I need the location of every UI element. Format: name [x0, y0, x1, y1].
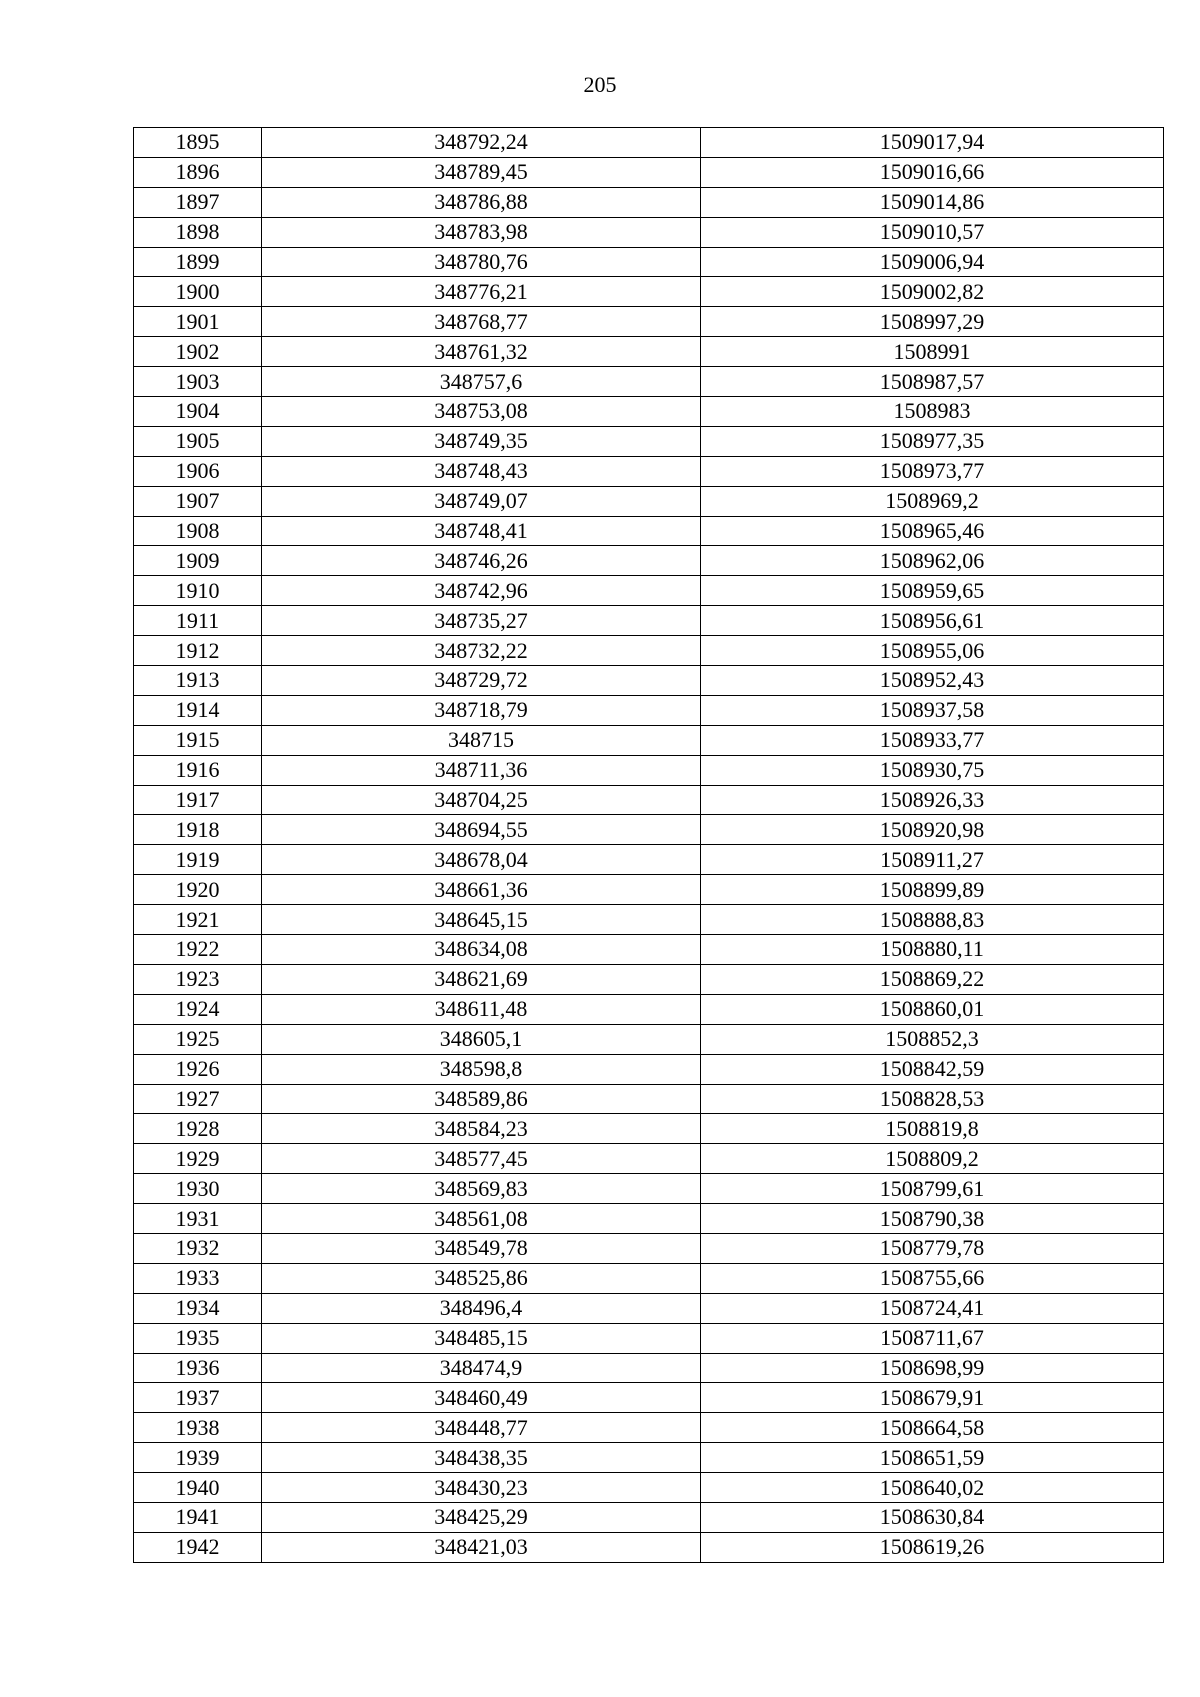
point-number-cell: 1941: [134, 1502, 262, 1532]
table-row: [134, 307, 1164, 337]
point-number-cell: 1903: [134, 367, 262, 397]
table-row: [134, 187, 1164, 217]
y-coordinate-cell: 1509010,57: [701, 217, 1164, 247]
y-coordinate-cell: 1508987,57: [701, 367, 1164, 397]
y-coordinate-cell: 1508977,35: [701, 426, 1164, 456]
x-coordinate-cell: 348715: [262, 725, 701, 755]
y-coordinate-cell: 1508630,84: [701, 1502, 1164, 1532]
x-coordinate-cell: 348768,77: [262, 307, 701, 337]
table-row: [134, 1502, 1164, 1532]
y-coordinate-cell: 1509014,86: [701, 187, 1164, 217]
point-number-cell: 1936: [134, 1353, 262, 1383]
point-number-cell: 1925: [134, 1024, 262, 1054]
y-coordinate-cell: 1508952,43: [701, 666, 1164, 696]
x-coordinate-cell: 348549,78: [262, 1233, 701, 1263]
y-coordinate-cell: 1508956,61: [701, 606, 1164, 636]
x-coordinate-cell: 348438,35: [262, 1443, 701, 1473]
table-row: [134, 1383, 1164, 1413]
y-coordinate-cell: 1508619,26: [701, 1532, 1164, 1562]
x-coordinate-cell: 348749,07: [262, 486, 701, 516]
y-coordinate-cell: 1508937,58: [701, 695, 1164, 725]
point-number-cell: 1895: [134, 128, 262, 158]
table-row: [134, 636, 1164, 666]
y-coordinate-cell: 1508888,83: [701, 905, 1164, 935]
table-row: [134, 1323, 1164, 1353]
point-number-cell: 1923: [134, 964, 262, 994]
y-coordinate-cell: 1508920,98: [701, 815, 1164, 845]
y-coordinate-cell: 1508724,41: [701, 1293, 1164, 1323]
point-number-cell: 1918: [134, 815, 262, 845]
y-coordinate-cell: 1508679,91: [701, 1383, 1164, 1413]
y-coordinate-cell: 1508790,38: [701, 1204, 1164, 1234]
y-coordinate-cell: 1508869,22: [701, 964, 1164, 994]
point-number-cell: 1905: [134, 426, 262, 456]
y-coordinate-cell: 1508997,29: [701, 307, 1164, 337]
point-number-cell: 1928: [134, 1114, 262, 1144]
x-coordinate-cell: 348584,23: [262, 1114, 701, 1144]
y-coordinate-cell: 1508819,8: [701, 1114, 1164, 1144]
point-number-cell: 1927: [134, 1084, 262, 1114]
x-coordinate-cell: 348448,77: [262, 1413, 701, 1443]
x-coordinate-cell: 348474,9: [262, 1353, 701, 1383]
y-coordinate-cell: 1508926,33: [701, 785, 1164, 815]
x-coordinate-cell: 348634,08: [262, 935, 701, 965]
y-coordinate-cell: 1508852,3: [701, 1024, 1164, 1054]
x-coordinate-cell: 348611,48: [262, 994, 701, 1024]
table-row: [134, 247, 1164, 277]
x-coordinate-cell: 348678,04: [262, 845, 701, 875]
x-coordinate-cell: 348729,72: [262, 666, 701, 696]
x-coordinate-cell: 348783,98: [262, 217, 701, 247]
x-coordinate-cell: 348735,27: [262, 606, 701, 636]
point-number-cell: 1909: [134, 546, 262, 576]
x-coordinate-cell: 348753,08: [262, 397, 701, 427]
y-coordinate-cell: 1509002,82: [701, 277, 1164, 307]
y-coordinate-cell: 1508664,58: [701, 1413, 1164, 1443]
table-row: [134, 217, 1164, 247]
point-number-cell: 1926: [134, 1054, 262, 1084]
table-row: [134, 397, 1164, 427]
table-row: [134, 367, 1164, 397]
point-number-cell: 1920: [134, 875, 262, 905]
table-row: [134, 426, 1164, 456]
table-row: [134, 337, 1164, 367]
point-number-cell: 1921: [134, 905, 262, 935]
table-row: [134, 1054, 1164, 1084]
table-row: [134, 935, 1164, 965]
table-row: [134, 1024, 1164, 1054]
x-coordinate-cell: 348577,45: [262, 1144, 701, 1174]
x-coordinate-cell: 348780,76: [262, 247, 701, 277]
table-row: [134, 666, 1164, 696]
point-number-cell: 1940: [134, 1473, 262, 1503]
x-coordinate-cell: 348732,22: [262, 636, 701, 666]
table-row: [134, 725, 1164, 755]
x-coordinate-cell: 348496,4: [262, 1293, 701, 1323]
point-number-cell: 1922: [134, 935, 262, 965]
x-coordinate-cell: 348704,25: [262, 785, 701, 815]
point-number-cell: 1934: [134, 1293, 262, 1323]
point-number-cell: 1915: [134, 725, 262, 755]
x-coordinate-cell: 348605,1: [262, 1024, 701, 1054]
point-number-cell: 1897: [134, 187, 262, 217]
x-coordinate-cell: 348694,55: [262, 815, 701, 845]
x-coordinate-cell: 348460,49: [262, 1383, 701, 1413]
y-coordinate-cell: 1508880,11: [701, 935, 1164, 965]
table-row: [134, 1084, 1164, 1114]
x-coordinate-cell: 348748,43: [262, 456, 701, 486]
point-number-cell: 1917: [134, 785, 262, 815]
y-coordinate-cell: 1508698,99: [701, 1353, 1164, 1383]
point-number-cell: 1932: [134, 1233, 262, 1263]
point-number-cell: 1931: [134, 1204, 262, 1234]
y-coordinate-cell: 1509017,94: [701, 128, 1164, 158]
table-row: [134, 1353, 1164, 1383]
point-number-cell: 1942: [134, 1532, 262, 1562]
table-row: [134, 1114, 1164, 1144]
table-row: [134, 875, 1164, 905]
table-row: [134, 1413, 1164, 1443]
table-row: [134, 845, 1164, 875]
table-row: [134, 815, 1164, 845]
table-row: [134, 905, 1164, 935]
table-row: [134, 576, 1164, 606]
table-row: [134, 1144, 1164, 1174]
table-row: [134, 1174, 1164, 1204]
y-coordinate-cell: 1508911,27: [701, 845, 1164, 875]
table-row: [134, 1473, 1164, 1503]
point-number-cell: 1901: [134, 307, 262, 337]
point-number-cell: 1906: [134, 456, 262, 486]
coordinates-table: [133, 127, 1164, 1563]
y-coordinate-cell: 1508809,2: [701, 1144, 1164, 1174]
point-number-cell: 1930: [134, 1174, 262, 1204]
table-row: [134, 1204, 1164, 1234]
y-coordinate-cell: 1508711,67: [701, 1323, 1164, 1353]
x-coordinate-cell: 348792,24: [262, 128, 701, 158]
table-row: [134, 546, 1164, 576]
table-row: [134, 1263, 1164, 1293]
point-number-cell: 1935: [134, 1323, 262, 1353]
point-number-cell: 1916: [134, 755, 262, 785]
table-row: [134, 964, 1164, 994]
table-row: [134, 785, 1164, 815]
y-coordinate-cell: 1508651,59: [701, 1443, 1164, 1473]
y-coordinate-cell: 1508991: [701, 337, 1164, 367]
point-number-cell: 1908: [134, 516, 262, 546]
y-coordinate-cell: 1508955,06: [701, 636, 1164, 666]
y-coordinate-cell: 1508983: [701, 397, 1164, 427]
y-coordinate-cell: 1508969,2: [701, 486, 1164, 516]
y-coordinate-cell: 1508965,46: [701, 516, 1164, 546]
y-coordinate-cell: 1508973,77: [701, 456, 1164, 486]
x-coordinate-cell: 348661,36: [262, 875, 701, 905]
point-number-cell: 1910: [134, 576, 262, 606]
point-number-cell: 1933: [134, 1263, 262, 1293]
y-coordinate-cell: 1508930,75: [701, 755, 1164, 785]
point-number-cell: 1900: [134, 277, 262, 307]
point-number-cell: 1919: [134, 845, 262, 875]
y-coordinate-cell: 1508799,61: [701, 1174, 1164, 1204]
y-coordinate-cell: 1508860,01: [701, 994, 1164, 1024]
y-coordinate-cell: 1509006,94: [701, 247, 1164, 277]
point-number-cell: 1911: [134, 606, 262, 636]
table-row: [134, 128, 1164, 158]
x-coordinate-cell: 348718,79: [262, 695, 701, 725]
x-coordinate-cell: 348430,23: [262, 1473, 701, 1503]
y-coordinate-cell: 1508899,89: [701, 875, 1164, 905]
table-row: [134, 1293, 1164, 1323]
table-row: [134, 994, 1164, 1024]
x-coordinate-cell: 348485,15: [262, 1323, 701, 1353]
point-number-cell: 1912: [134, 636, 262, 666]
coordinates-table-body: [134, 128, 1164, 1563]
table-row: [134, 1233, 1164, 1263]
x-coordinate-cell: 348748,41: [262, 516, 701, 546]
point-number-cell: 1937: [134, 1383, 262, 1413]
x-coordinate-cell: 348757,6: [262, 367, 701, 397]
y-coordinate-cell: 1508755,66: [701, 1263, 1164, 1293]
x-coordinate-cell: 348776,21: [262, 277, 701, 307]
point-number-cell: 1902: [134, 337, 262, 367]
point-number-cell: 1907: [134, 486, 262, 516]
x-coordinate-cell: 348561,08: [262, 1204, 701, 1234]
x-coordinate-cell: 348569,83: [262, 1174, 701, 1204]
y-coordinate-cell: 1509016,66: [701, 157, 1164, 187]
point-number-cell: 1914: [134, 695, 262, 725]
y-coordinate-cell: 1508962,06: [701, 546, 1164, 576]
x-coordinate-cell: 348786,88: [262, 187, 701, 217]
x-coordinate-cell: 348421,03: [262, 1532, 701, 1562]
point-number-cell: 1898: [134, 217, 262, 247]
x-coordinate-cell: 348621,69: [262, 964, 701, 994]
x-coordinate-cell: 348749,35: [262, 426, 701, 456]
page-number: 205: [583, 72, 617, 97]
y-coordinate-cell: 1508779,78: [701, 1233, 1164, 1263]
table-row: [134, 456, 1164, 486]
point-number-cell: 1938: [134, 1413, 262, 1443]
x-coordinate-cell: 348711,36: [262, 755, 701, 785]
table-row: [134, 755, 1164, 785]
x-coordinate-cell: 348742,96: [262, 576, 701, 606]
point-number-cell: 1924: [134, 994, 262, 1024]
x-coordinate-cell: 348746,26: [262, 546, 701, 576]
x-coordinate-cell: 348761,32: [262, 337, 701, 367]
point-number-cell: 1913: [134, 666, 262, 696]
x-coordinate-cell: 348789,45: [262, 157, 701, 187]
table-row: [134, 486, 1164, 516]
y-coordinate-cell: 1508842,59: [701, 1054, 1164, 1084]
table-row: [134, 695, 1164, 725]
table-row: [134, 277, 1164, 307]
y-coordinate-cell: 1508959,65: [701, 576, 1164, 606]
point-number-cell: 1896: [134, 157, 262, 187]
x-coordinate-cell: 348645,15: [262, 905, 701, 935]
y-coordinate-cell: 1508828,53: [701, 1084, 1164, 1114]
point-number-cell: 1929: [134, 1144, 262, 1174]
table-row: [134, 606, 1164, 636]
table-row: [134, 157, 1164, 187]
table-row: [134, 1443, 1164, 1473]
y-coordinate-cell: 1508933,77: [701, 725, 1164, 755]
x-coordinate-cell: 348425,29: [262, 1502, 701, 1532]
point-number-cell: 1904: [134, 397, 262, 427]
table-row: [134, 1532, 1164, 1562]
point-number-cell: 1939: [134, 1443, 262, 1473]
x-coordinate-cell: 348589,86: [262, 1084, 701, 1114]
table-row: [134, 516, 1164, 546]
x-coordinate-cell: 348598,8: [262, 1054, 701, 1084]
point-number-cell: 1899: [134, 247, 262, 277]
x-coordinate-cell: 348525,86: [262, 1263, 701, 1293]
y-coordinate-cell: 1508640,02: [701, 1473, 1164, 1503]
